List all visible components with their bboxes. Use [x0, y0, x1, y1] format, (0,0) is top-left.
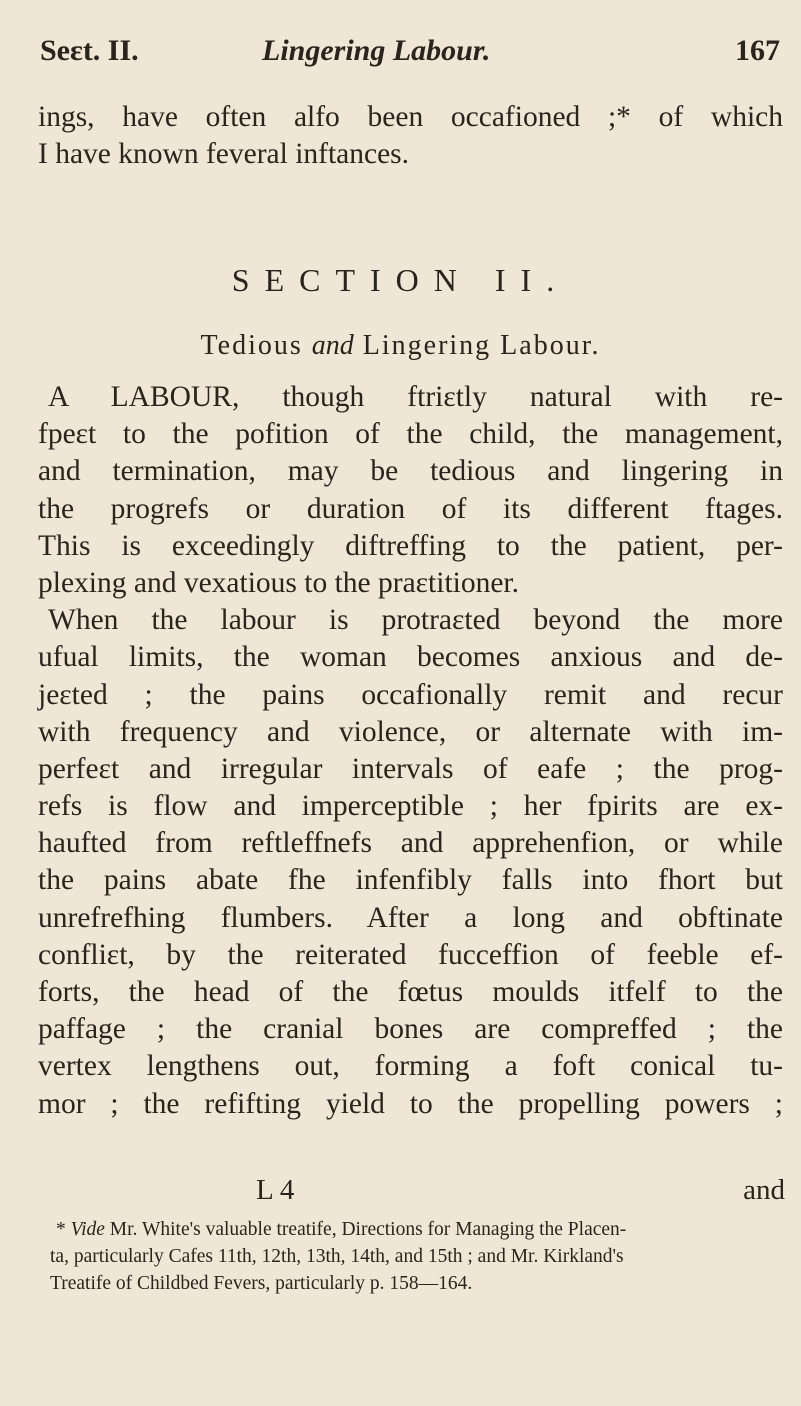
signature-mark: L 4 [256, 1174, 295, 1206]
text-line: ufual limits, the woman becomes anxious and de- [38, 641, 783, 674]
section-subtitle [0, 330, 801, 362]
footnote-vide: Vide [70, 1219, 105, 1240]
footnote-line: ta, particularly Cafes 11th, 12th, 13th, 14th, and 15th ; and Mr. Kirkland's [50, 1246, 624, 1267]
text-line: forts, the head of the fœtus moulds itfelf to the [38, 976, 783, 1008]
text-line: I have known feveral inftances. [38, 138, 410, 171]
footnote [50, 1216, 785, 1297]
text-line: and termination, may be tedious and lingering in [38, 455, 783, 488]
text-line: mor ; the refifting yield to the propelling powers ; [38, 1087, 783, 1120]
text-line: unrefrefhing flumbers. After a long and obftinate [38, 901, 783, 934]
section-heading: SECTION II. [231, 262, 570, 298]
page-number: 167 [735, 34, 780, 67]
subtitle-part1: Tedious [200, 330, 303, 361]
text-line: haufted from reftleffnefs and apprehenfion, or while [38, 827, 783, 860]
text-line: This is exceedingly diftreffing to the patient, per- [38, 529, 783, 562]
catchword: and [743, 1174, 785, 1206]
text-line: fpeɛt to the pofition of the child, the management, [38, 418, 783, 451]
subtitle-conjunction: and [311, 330, 354, 361]
text-line: ings, have often alfo been occafioned ;* of which [38, 101, 783, 133]
text-line: A LABOUR, though ftriɛtly natural with re- [48, 381, 783, 413]
text-line: jeɛted ; the pains occafionally remit and recur [38, 678, 783, 711]
footnote-text: Mr. White's valuable treatife, Directions for Managing the Placen- [109, 1219, 627, 1240]
running-head-section: Seɛt. II. [40, 34, 139, 67]
footnote-marker: * [56, 1219, 66, 1240]
main-paragraph [38, 379, 783, 1123]
text-line: confliɛt, by the reiterated fucceffion of feeble ef- [38, 938, 783, 971]
footnote-line [50, 1216, 785, 1243]
text-line: When the labour is protraɛted beyond the more [48, 604, 783, 637]
text-line: the progrefs or duration of its different ftages. [38, 492, 783, 525]
running-head [40, 34, 780, 74]
text-line: plexing and vexatious to the praɛtitioner. [38, 566, 520, 599]
subtitle-part2: Lingering Labour. [362, 330, 601, 361]
text-line: refs is flow and imperceptible ; her fpirits are ex- [38, 790, 783, 823]
text-line: vertex lengthens out, forming a foft conical tu- [38, 1050, 783, 1083]
text-line: the pains abate fhe infenfibly falls into fhort but [38, 864, 783, 897]
text-line: with frequency and violence, or alternate with im- [38, 715, 783, 748]
text-line: perfeɛt and irregular intervals of eafe ; the prog- [38, 752, 783, 785]
intro-text [38, 99, 783, 173]
text-line: paffage ; the cranial bones are compreffed ; the [38, 1013, 783, 1046]
footnote-line: Treatife of Childbed Fevers, particularly p. 158—164. [50, 1273, 473, 1294]
signature-row [40, 1174, 785, 1210]
running-head-title: Lingering Labour. [262, 34, 491, 67]
